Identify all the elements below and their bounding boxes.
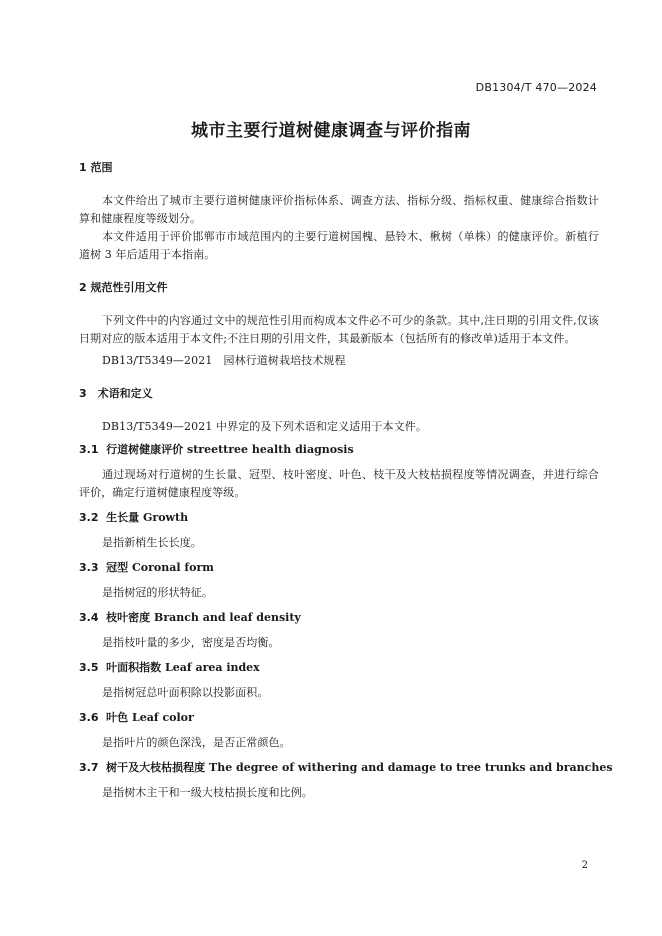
section-3-intro: DB13/T5349—2021 中界定的及下列术语和定义适用于本文件。 bbox=[102, 420, 427, 433]
term-3-2-definition: 是指新梢生长长度。 bbox=[102, 536, 202, 549]
term-3-4-heading: 3.4 枝叶密度 Branch and leaf density bbox=[79, 611, 301, 624]
term-3-3-definition: 是指树冠的形状特征。 bbox=[102, 586, 213, 599]
section-1-paragraph-1: 本文件给出了城市主要行道树健康评价指标体系、调查方法、指标分级、指标权重、健康综合指数计算和健康程度等级划分。 bbox=[79, 194, 599, 225]
term-3-6-heading: 3.6 叶色 Leaf color bbox=[79, 711, 194, 724]
term-3-5-heading: 3.5 叶面积指数 Leaf area index bbox=[79, 661, 260, 674]
term-3-5-definition: 是指树冠总叶面积除以投影面积。 bbox=[102, 686, 269, 699]
section-1-heading: 1 范围 bbox=[79, 161, 113, 174]
term-3-1-definition: 通过现场对行道树的生长量、冠型、枝叶密度、叶色、枝干及大枝枯损程度等情况调查，并进行综合评价，确定行道树健康程度等级。 bbox=[79, 468, 599, 499]
term-3-2-heading: 3.2 生长量 Growth bbox=[79, 511, 189, 524]
section-3-heading: 3 术语和定义 bbox=[79, 387, 153, 400]
document-title: 城市主要行道树健康调查与评价指南 bbox=[191, 121, 471, 141]
term-3-4-definition: 是指枝叶量的多少，密度是否均衡。 bbox=[102, 636, 280, 649]
page-number: 2 bbox=[581, 860, 588, 871]
section-2-reference: DB13/T5349—2021 园林行道树栽培技术规程 bbox=[102, 354, 346, 367]
term-3-1-heading: 3.1 行道树健康评价 streettree health diagnosis bbox=[79, 443, 354, 456]
term-3-7-heading: 3.7 树干及大枝枯损程度 The degree of withering and damage to tree trunks and branches bbox=[79, 761, 613, 774]
document-body bbox=[79, 160, 613, 802]
term-3-3-heading: 3.3 冠型 Coronal form bbox=[79, 561, 214, 574]
section-1-paragraph-2: 本文件适用于评价邯郸市市域范围内的主要行道树国槐、悬铃木、楸树（单株）的健康评价。新植行道树 3 年后适用于本指南。 bbox=[79, 230, 599, 261]
document-code: DB1304/T 470—2024 bbox=[475, 81, 597, 94]
section-2-paragraph-1: 下列文件中的内容通过文中的规范性引用而构成本文件必不可少的条款。其中,注日期的引用文件,仅该日期对应的版本适用于本文件;不注日期的引用文件，其最新版本（包括所有的修改单)适用于本文件。 bbox=[79, 314, 599, 345]
term-3-6-definition: 是指叶片的颜色深浅，是否正常颜色。 bbox=[102, 736, 291, 749]
section-2-heading: 2 规范性引用文件 bbox=[79, 281, 168, 294]
term-3-7-definition: 是指树木主干和一级大枝枯损长度和比例。 bbox=[102, 786, 313, 799]
